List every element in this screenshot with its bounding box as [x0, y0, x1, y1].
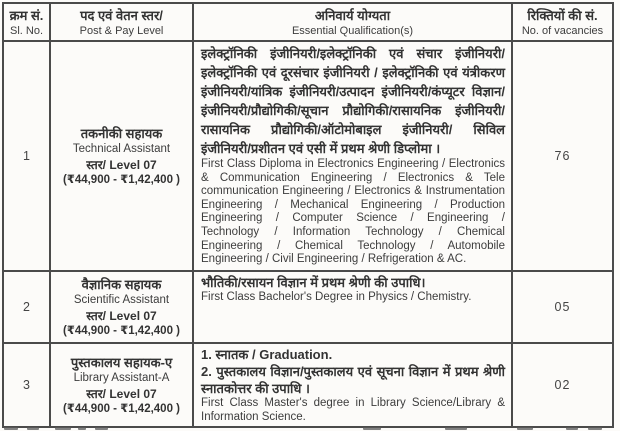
post-name-hindi: तकनीकी सहायक	[80, 125, 163, 141]
header-cell-sl-no	[3, 3, 50, 41]
qualification-english: First Class Bachelor's Degree in Physics / Chemistry.	[201, 291, 472, 303]
header-post-hindi: पद एवं वेतन स्तर/	[80, 7, 163, 23]
qualification-point-1: 1. स्नातक / Graduation.	[201, 347, 333, 362]
vacancies-cell: 76	[512, 41, 613, 271]
header-vacancies-hindi: रिक्तियों की सं.	[527, 7, 598, 23]
qualification-english: First Class Diploma in Electronics Engineering / Electronics & Communication Engineering / Electronics & Tele communication Engineering / Electronics & Instrumentation Engineering / Mechanical Engineering / Production Engineering / Computer Science / Engineering / Technology / Information Technology / Chemical Engineering / Chemical Technology / Automobile Engineering / Civil Engineering / Refrigeration & AC.	[201, 158, 505, 266]
vacancies-cell: 05	[512, 271, 613, 343]
post-cell	[50, 271, 193, 343]
post-cell	[50, 41, 193, 271]
qualification-cell	[193, 41, 512, 271]
post-name-hindi: वैज्ञानिक सहायक	[81, 276, 162, 292]
header-sl-no-english: Sl. No.	[9, 24, 43, 37]
qualification-hindi: भौतिकी/रसायन विज्ञान में प्रथम श्रेणी की उपाधि।	[201, 275, 426, 290]
header-vacancies-english: No. of vacancies	[521, 24, 604, 37]
post-name-english: Scientific Assistant	[73, 293, 170, 306]
qualification-cell	[193, 343, 512, 427]
header-qualification-english: Essential Qualification(s)	[291, 24, 414, 37]
qualification-hindi: इलेक्ट्रॉनिकी इंजीनियरी/इलेक्ट्रॉनिकी एवं संचार इंजीनियरी/ इलेक्ट्रॉनिकी एवं दूरसंचार इंजीनियरी / इलेक्ट्रॉनिकी एवं यंत्रीकरण इंजीनियरी/यांत्रिक इंजीनियरी/उत्पादन इंजीनियरी/कंप्यूटर विज्ञान/इंजीनियरी/प्रौद्योगिकी/सूचान प्रौद्योगिकी/रासायनिक इंजीनियरी/रासायनिक प्रौद्योगिकी/ऑटोमोबाइल इंजीनियरी/ सिविल इंजीनियरी/प्रशीतन एवं एसी में प्रथम श्रेणी डिप्लोमा ।	[201, 46, 505, 156]
header-cell-vacancies	[512, 3, 613, 41]
header-cell-post	[50, 3, 193, 41]
post-cell	[50, 343, 193, 427]
table-row-technical-assistant	[3, 41, 613, 271]
header-cell-qualification	[193, 3, 512, 41]
table-row-library-assistant	[3, 343, 613, 427]
qualification-cell	[193, 271, 512, 343]
post-pay-scale: (₹44,900 - ₹1,42,400 )	[62, 324, 181, 337]
header-post-english: Post & Pay Level	[79, 24, 164, 37]
vacancy-table	[2, 2, 614, 428]
post-name-english: Library Assistant-A	[73, 371, 170, 384]
post-level: स्तर/ Level 07	[86, 308, 157, 323]
post-name-english: Technical Assistant	[72, 142, 171, 155]
sl-no-cell: 3	[3, 343, 50, 427]
post-level: स्तर/ Level 07	[86, 386, 157, 401]
qualification-point-2: 2. पुस्तकालय विज्ञान/पुस्तकालय एवं सूचना विज्ञान में प्रथम श्रेणी स्नातकोत्तर की उपाधि ।	[201, 364, 505, 396]
header-qualification-hindi: अनिवार्य योग्यता	[314, 7, 391, 23]
table-row-scientific-assistant	[3, 271, 613, 343]
post-level: स्तर/ Level 07	[86, 157, 157, 172]
post-pay-scale: (₹44,900 - ₹1,42,400 )	[62, 173, 181, 186]
sl-no-cell: 1	[3, 41, 50, 271]
sl-no-cell: 2	[3, 271, 50, 343]
post-pay-scale: (₹44,900 - ₹1,42,400 )	[62, 402, 181, 415]
vacancies-cell: 02	[512, 343, 613, 427]
qualification-english: First Class Master's degree in Library Science/Library & Information Science.	[201, 397, 505, 423]
header-sl-no-hindi: क्रम सं.	[9, 7, 44, 23]
header-row	[3, 3, 613, 41]
post-name-hindi: पुस्तकालय सहायक-ए	[70, 354, 173, 370]
